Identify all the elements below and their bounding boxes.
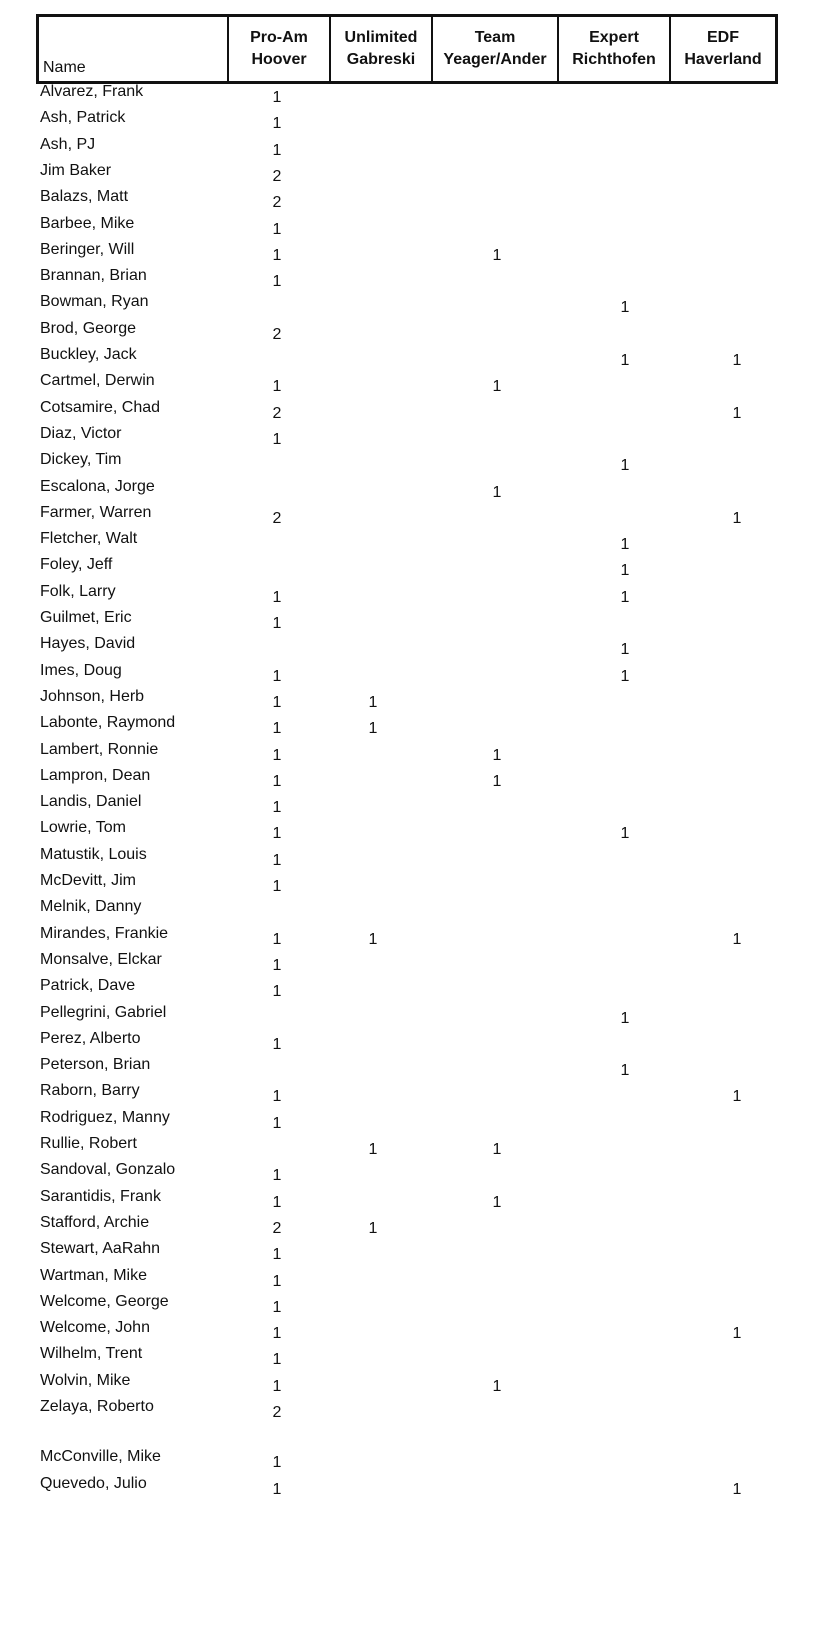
row-name: Pellegrini, Gabriel <box>40 1003 167 1021</box>
pro-am-count: 1 <box>272 1325 282 1343</box>
unlimited-count: 1 <box>368 720 378 738</box>
row-name: Jim Baker <box>40 161 112 179</box>
unlimited-count: 1 <box>368 693 378 711</box>
pro-am-count: 1 <box>272 115 282 133</box>
team-count: 1 <box>492 1377 502 1395</box>
pro-am-count: 1 <box>272 615 282 632</box>
table-row <box>0 1394 828 1420</box>
table-row <box>0 79 828 105</box>
header-unlimited <box>330 16 432 83</box>
row-name: Brannan, Brian <box>40 267 147 285</box>
team-count: 1 <box>492 246 502 264</box>
pro-am-count: 1 <box>272 799 282 817</box>
expert-count: 1 <box>620 588 630 606</box>
pro-am-count: 1 <box>272 825 282 843</box>
edf-count: 1 <box>732 404 742 422</box>
header-team-line2: Yeager/Ander <box>443 51 547 68</box>
pro-am-count: 1 <box>272 1167 282 1185</box>
row-name: Monsalve, Elckar <box>40 950 162 968</box>
row-name: Folk, Larry <box>40 582 116 600</box>
header-table <box>36 14 778 84</box>
table-row <box>0 894 828 920</box>
expert-count: 1 <box>620 536 630 554</box>
header-team <box>432 16 558 83</box>
row-name: Sandoval, Gonzalo <box>40 1161 176 1179</box>
row-name: Wolvin, Mike <box>40 1371 131 1389</box>
table-row <box>0 737 828 763</box>
pro-am-count: 1 <box>272 430 282 448</box>
header-expert-line1: Expert <box>589 29 639 46</box>
expert-count: 1 <box>620 299 630 317</box>
row-name: Perez, Alberto <box>40 1029 141 1047</box>
pro-am-count: 1 <box>272 930 282 948</box>
team-count: 1 <box>492 772 502 790</box>
table-row <box>0 1184 828 1210</box>
edf-count: 1 <box>732 1325 742 1343</box>
pro-am-count: 2 <box>272 194 282 212</box>
pro-am-count: 2 <box>272 509 282 527</box>
expert-count: 1 <box>620 825 630 843</box>
team-count: 1 <box>492 746 502 764</box>
pro-am-count: 2 <box>272 1219 282 1237</box>
row-name: Buckley, Jack <box>40 346 137 363</box>
table-row <box>0 1026 828 1052</box>
table-row <box>0 158 828 184</box>
pro-am-count: 2 <box>272 1404 282 1421</box>
row-name: Wilhelm, Trent <box>40 1345 143 1363</box>
row-name: Johnson, Herb <box>40 687 145 705</box>
table-row <box>0 1471 828 1497</box>
table-row <box>0 868 828 894</box>
table-row <box>0 368 828 394</box>
header-team-line1: Team <box>474 29 516 46</box>
expert-count: 1 <box>620 641 630 659</box>
table-row <box>0 526 828 552</box>
row-name: Cartmel, Derwin <box>40 372 155 390</box>
row-name: Balazs, Matt <box>40 188 129 206</box>
table-row <box>0 447 828 473</box>
table-row <box>0 789 828 815</box>
expert-count: 1 <box>620 1062 630 1080</box>
pro-am-count: 1 <box>272 273 282 291</box>
table-row <box>0 631 828 657</box>
pro-am-count: 1 <box>272 956 282 974</box>
pro-am-count: 1 <box>272 1272 282 1290</box>
table-row <box>0 684 828 710</box>
pro-am-count: 2 <box>272 325 282 343</box>
row-name: Stafford, Archie <box>40 1213 150 1231</box>
pro-am-count: 1 <box>272 1088 282 1106</box>
row-name: Rodriguez, Manny <box>40 1108 170 1126</box>
table-row <box>0 1289 828 1315</box>
row-name: Foley, Jeff <box>40 556 113 574</box>
edf-count: 1 <box>732 509 742 527</box>
expert-count: 1 <box>620 1009 630 1027</box>
row-name: Beringer, Will <box>40 240 135 258</box>
table-row <box>0 1131 828 1157</box>
pro-am-count: 1 <box>272 220 282 238</box>
header-name <box>38 16 229 83</box>
row-name: Rullie, Robert <box>40 1135 137 1152</box>
pro-am-count: 1 <box>272 667 282 685</box>
pro-am-count: 1 <box>272 141 282 159</box>
pro-am-count: 1 <box>272 1454 282 1472</box>
table-row <box>0 1000 828 1026</box>
header-name-label: Name <box>43 59 86 76</box>
table-row <box>0 658 828 684</box>
pro-am-count: 1 <box>272 878 282 895</box>
team-count: 1 <box>492 1193 502 1211</box>
table-row <box>0 1078 828 1104</box>
header-edf-line1: EDF <box>707 29 739 46</box>
row-name: Mirandes, Frankie <box>40 924 169 942</box>
unlimited-count: 1 <box>368 1219 378 1237</box>
pro-am-count: 2 <box>272 167 282 185</box>
pro-am-count: 1 <box>272 246 282 264</box>
pro-am-count: 1 <box>272 1193 282 1211</box>
row-name: Farmer, Warren <box>40 503 152 521</box>
row-name: Escalona, Jorge <box>40 477 155 495</box>
table-row <box>0 921 828 947</box>
edf-count: 1 <box>732 1480 742 1498</box>
row-name: Landis, Daniel <box>40 793 142 811</box>
pro-am-count: 1 <box>272 1114 282 1132</box>
table-row <box>0 474 828 500</box>
table-row <box>0 395 828 421</box>
header-unlimited-line1: Unlimited <box>344 29 418 46</box>
table-row <box>0 1052 828 1078</box>
table-row <box>0 973 828 999</box>
row-name: Barbee, Mike <box>40 214 135 232</box>
row-name: Raborn, Barry <box>40 1082 140 1100</box>
header-edf <box>670 16 777 83</box>
pro-am-count: 1 <box>272 378 282 396</box>
table-row <box>0 1236 828 1262</box>
row-name: Wartman, Mike <box>40 1266 147 1284</box>
expert-count: 1 <box>620 457 630 475</box>
table-row <box>0 842 828 868</box>
header-expert-line2: Richthofen <box>572 51 656 68</box>
pro-am-count: 1 <box>272 983 282 1001</box>
row-name: Dickey, Tim <box>40 451 122 469</box>
table-row <box>0 289 828 315</box>
row-name: Cotsamire, Chad <box>40 398 161 416</box>
expert-count: 1 <box>620 562 630 580</box>
table-row <box>0 605 828 631</box>
table-row <box>0 184 828 210</box>
row-name: Lambert, Ronnie <box>40 740 159 758</box>
row-name: Stewart, AaRahn <box>40 1240 161 1258</box>
pro-am-count: 1 <box>272 693 282 711</box>
header-pro-am-line2: Hoover <box>251 51 307 68</box>
pro-am-count: 2 <box>272 404 282 422</box>
row-name: McDevitt, Jim <box>40 872 136 889</box>
row-name: Bowman, Ryan <box>40 293 149 311</box>
pro-am-count: 1 <box>272 89 282 106</box>
row-name: Guilmet, Eric <box>40 609 132 626</box>
table-row <box>0 1210 828 1236</box>
row-name: Welcome, John <box>40 1319 150 1337</box>
row-name: Hayes, David <box>40 635 136 653</box>
header-unlimited-line2: Gabreski <box>346 51 416 68</box>
edf-count: 1 <box>732 1088 742 1106</box>
table-row <box>0 316 828 342</box>
row-name: Labonte, Raymond <box>40 714 176 732</box>
row-name: Diaz, Victor <box>40 424 122 442</box>
row-name: Matustik, Louis <box>40 845 147 863</box>
pro-am-count: 1 <box>272 1351 282 1369</box>
edf-count: 1 <box>732 352 742 369</box>
table-row <box>0 763 828 789</box>
table-row <box>0 1368 828 1394</box>
table-row <box>0 1315 828 1341</box>
unlimited-count: 1 <box>368 930 378 948</box>
row-name: Quevedo, Julio <box>40 1474 147 1492</box>
table-row <box>0 500 828 526</box>
pro-am-count: 1 <box>272 851 282 869</box>
expert-count: 1 <box>620 667 630 685</box>
table-row <box>0 105 828 131</box>
table-row <box>0 947 828 973</box>
table-row <box>0 552 828 578</box>
pro-am-count: 1 <box>272 588 282 606</box>
pro-am-count: 1 <box>272 1377 282 1395</box>
team-count: 1 <box>492 483 502 501</box>
pro-am-count: 1 <box>272 720 282 738</box>
table-row <box>0 132 828 158</box>
pro-am-count: 1 <box>272 1298 282 1316</box>
team-count: 1 <box>492 378 502 396</box>
header-pro-am <box>228 16 330 83</box>
table-row <box>0 579 828 605</box>
team-count: 1 <box>492 1141 502 1158</box>
unlimited-count: 1 <box>368 1141 378 1158</box>
row-name: Zelaya, Roberto <box>40 1398 154 1415</box>
table-row <box>0 211 828 237</box>
row-name: McConville, Mike <box>40 1448 161 1466</box>
pro-am-count: 1 <box>272 772 282 790</box>
table-row <box>0 263 828 289</box>
row-name: Peterson, Brian <box>40 1056 151 1074</box>
row-name: Brod, George <box>40 319 137 337</box>
row-name: Ash, Patrick <box>40 109 126 127</box>
table-row <box>0 421 828 447</box>
table-row <box>0 1341 828 1367</box>
table-row <box>0 1444 828 1470</box>
table-row <box>0 1263 828 1289</box>
table-row <box>0 1105 828 1131</box>
pro-am-count: 1 <box>272 1246 282 1264</box>
row-name: Lampron, Dean <box>40 766 151 784</box>
table-row <box>0 710 828 736</box>
row-name: Ash, PJ <box>40 135 96 153</box>
pro-am-count: 1 <box>272 1480 282 1498</box>
pro-am-count: 1 <box>272 746 282 764</box>
table-row <box>0 1157 828 1183</box>
row-name: Patrick, Dave <box>40 977 136 995</box>
row-name: Melnik, Danny <box>40 898 142 916</box>
pro-am-count: 1 <box>272 1035 282 1053</box>
row-name: Lowrie, Tom <box>40 819 126 837</box>
expert-count: 1 <box>620 352 630 369</box>
row-name: Imes, Doug <box>40 661 122 679</box>
row-name: Fletcher, Walt <box>40 530 138 548</box>
table-row <box>0 237 828 263</box>
table-row <box>0 815 828 841</box>
row-name: Alvarez, Frank <box>40 83 144 100</box>
header-edf-line2: Haverland <box>684 51 762 68</box>
header-expert <box>558 16 670 83</box>
row-name: Sarantidis, Frank <box>40 1187 161 1205</box>
edf-count: 1 <box>732 930 742 948</box>
header-pro-am-line1: Pro-Am <box>250 29 308 46</box>
row-name: Welcome, George <box>40 1292 169 1310</box>
table-row <box>0 342 828 368</box>
